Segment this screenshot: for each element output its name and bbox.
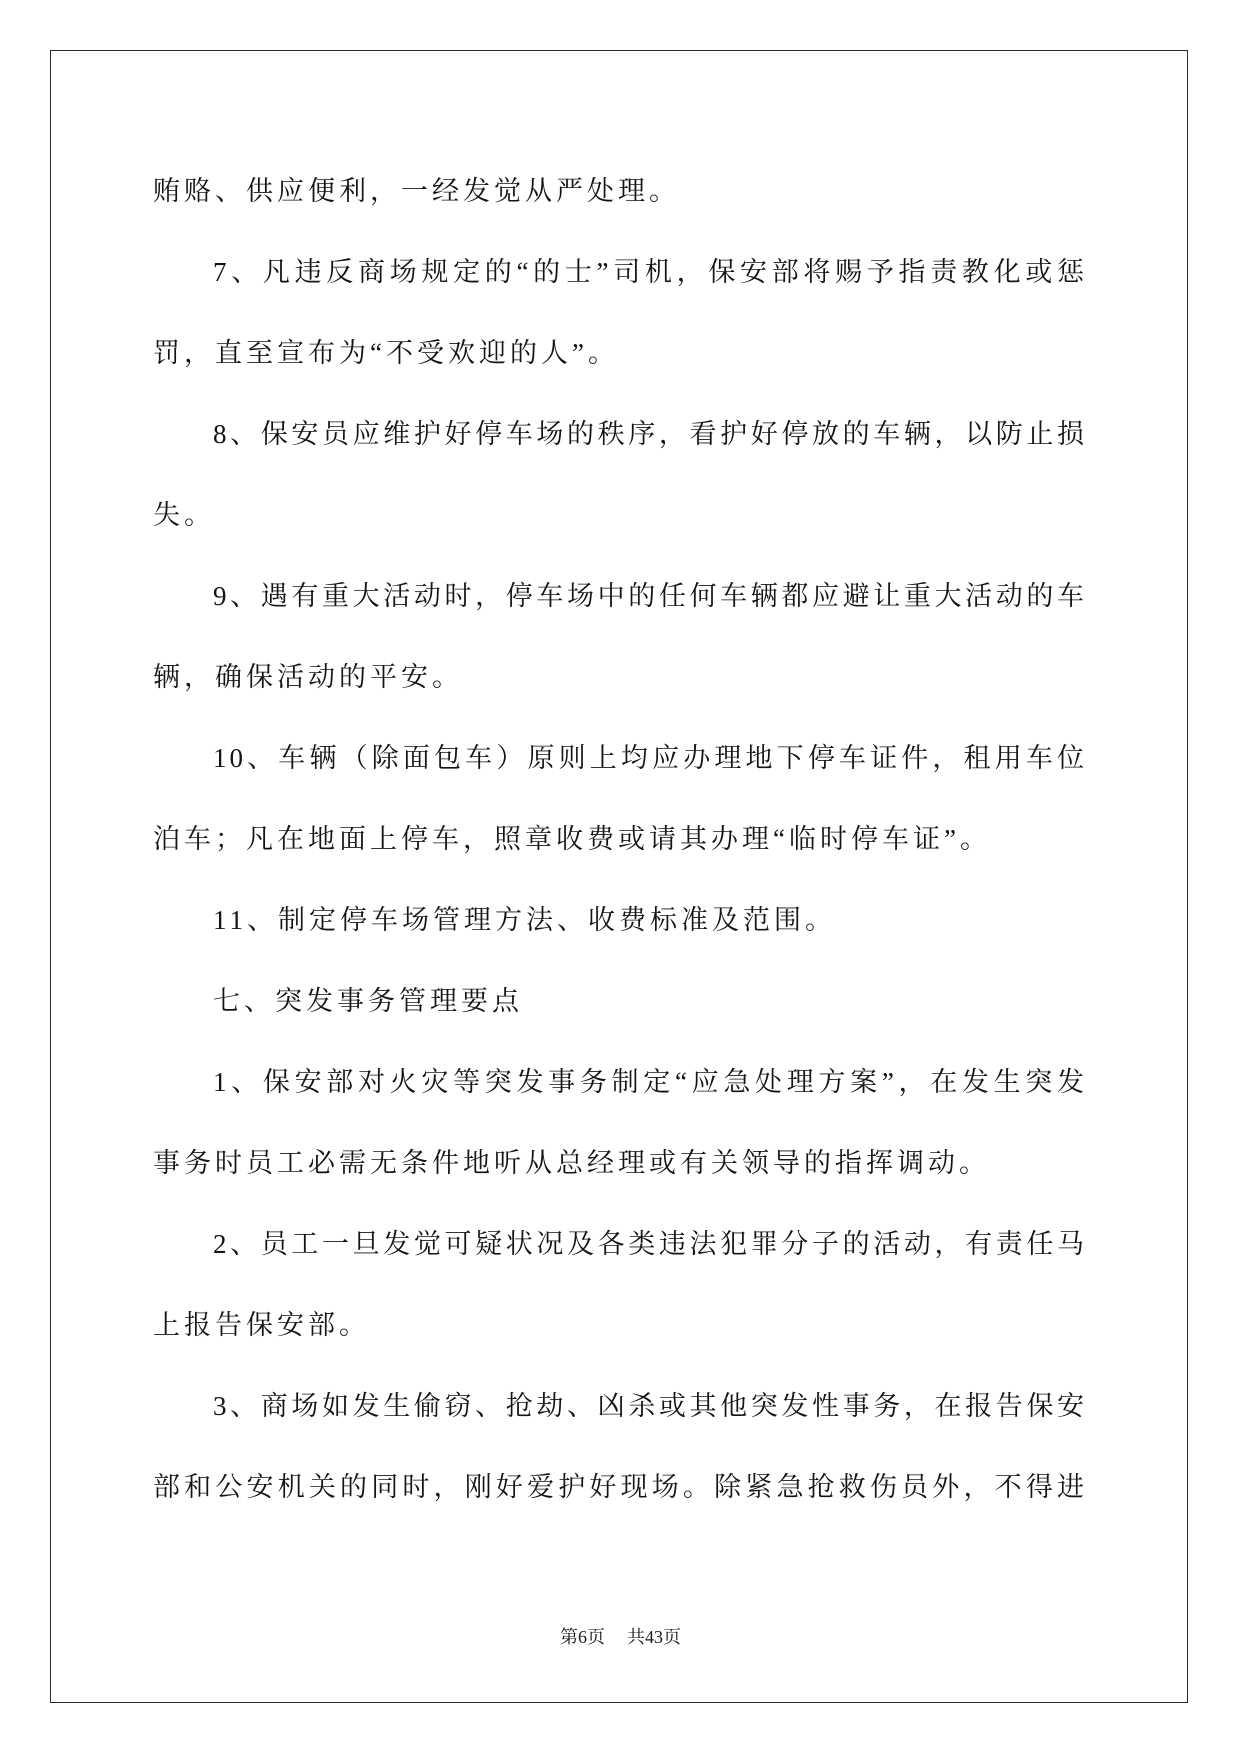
text-line: 8、保安员应维护好停车场的秩序，看护好停放的车辆，以防止损 (213, 419, 1087, 449)
text-line: 事务时员工必需无条件地听从总经理或有关领导的指挥调动。 (153, 1148, 990, 1178)
paragraph (153, 880, 1087, 961)
text-line: 10、车辆（除面包车）原则上均应办理地下停车证件，租用车位 (213, 743, 1087, 773)
text-line: 上报告保安部。 (153, 1310, 370, 1340)
page-footer (0, 1625, 1241, 1649)
paragraph (153, 232, 1087, 394)
paragraph (153, 394, 1087, 556)
paragraph (153, 718, 1087, 880)
text-line: 辆，确保活动的平安。 (153, 662, 463, 692)
text-line: 7、凡违反商场规定的“的士”司机，保安部将赐予指责教化或惩 (213, 257, 1087, 287)
paragraph (153, 556, 1087, 718)
section-heading (153, 961, 1087, 1042)
page-number: 第6页 (560, 1627, 605, 1647)
text-line: 9、遇有重大活动时，停车场中的任何车辆都应避让重大活动的车 (213, 581, 1087, 611)
text-line: 泊车；凡在地面上停车，照章收费或请其办理“临时停车证”。 (153, 824, 991, 854)
text-line: 2、员工一旦发觉可疑状况及各类违法犯罪分子的活动，有责任马 (213, 1229, 1087, 1259)
text-line: 罚，直至宣布为“不受欢迎的人”。 (153, 338, 619, 368)
document-body (153, 151, 1087, 1528)
continued-text-line: 贿赂、供应便利，一经发觉从严处理。 (153, 176, 680, 206)
paragraph (153, 1204, 1087, 1366)
text-line: 失。 (153, 500, 215, 530)
paragraph (153, 1042, 1087, 1204)
text-line: 1、保安部对火灾等突发事务制定“应急处理方案”，在发生突发 (213, 1067, 1087, 1097)
section-heading-text: 七、突发事务管理要点 (213, 986, 523, 1016)
paragraph (153, 1366, 1087, 1528)
text-line: 部和公安机关的同时，刚好爱护好现场。除紧急抢救伤员外，不得进 (153, 1472, 1087, 1502)
text-line: 3、商场如发生偷窃、抢劫、凶杀或其他突发性事务，在报告保安 (213, 1391, 1087, 1421)
text-line: 11、制定停车场管理方法、收费标准及范围。 (213, 905, 836, 935)
page-total: 共43页 (627, 1627, 681, 1647)
